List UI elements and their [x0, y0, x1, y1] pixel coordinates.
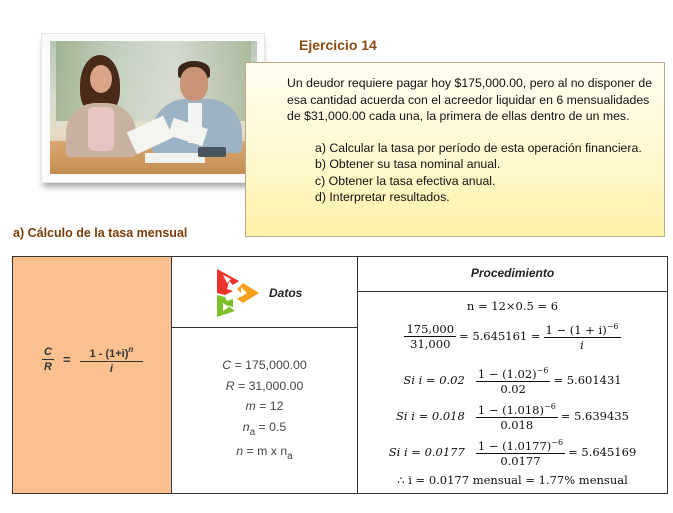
section-title: a) Cálculo de la tasa mensual: [13, 226, 188, 240]
trial-row: Si i = 0.018 $\frac{1 - (1.018)^{-6}}{0.018}$ = 5.639435: [396, 402, 629, 432]
datos-row: m = 12: [245, 399, 284, 413]
step-ratio: $\frac{175,000}{31,000}$ = 5.645161 = $\frac{1 - (1 + i)^{-6}}{i}$: [406, 321, 619, 352]
problem-statement: Un deudor requiere pagar hoy $175,000.00, pero al no disponer de esa cantidad acuerda con el acreedor liquidar en 6 mensualidades de $31,000.00 cada una, la primera de ellas dentro de un mes.: [287, 76, 653, 123]
datos-row: R = 31,000.00: [225, 378, 304, 393]
datos-column: [172, 257, 358, 493]
photo-frame: [41, 33, 265, 183]
datos-row: n = m x $n_a$: [236, 444, 293, 462]
datos-header: [172, 257, 357, 328]
datos-row: $n_a = 0.5$: [242, 419, 287, 438]
problem-box: [245, 62, 665, 237]
procedimiento-column: [358, 257, 667, 493]
task-item: d) Interpretar resultados.: [315, 190, 450, 204]
formula-cell: [13, 257, 172, 493]
annuity-formula: $\frac{C}{R}$ = $\frac{1 - (1+i)^n}{i}$: [39, 343, 146, 376]
procedimiento-header: Procedimiento: [358, 257, 667, 292]
datos-label: Datos: [269, 286, 303, 300]
task-item: c) Obtener la tasa efectiva anual.: [315, 173, 496, 188]
solution-table: [12, 256, 668, 494]
couple-photo: [50, 41, 257, 174]
task-item: b) Obtener su tasa nominal anual.: [315, 157, 501, 171]
trial-row: Si i = 0.0177 $\frac{1 - (1.0177)^{-6}}{0.0177}$ = 5.645169: [388, 438, 637, 468]
task-list: [287, 140, 652, 206]
conclusion: ∴ i = 0.0177 mensual = 1.77% mensual: [397, 473, 628, 487]
step-n: n = 12×0.5 = 6: [466, 299, 559, 313]
recycle-arrows-icon: [213, 267, 261, 319]
task-item: a) Calcular la tasa por período de esta operación financiera.: [315, 140, 642, 155]
datos-row: C = 175,000.00: [222, 358, 307, 372]
trial-row: Si i = 0.02 $\frac{1 - (1.02)^{-6}}{0.02}$ = 5.601431: [403, 366, 622, 396]
datos-values: [172, 355, 357, 462]
exercise-title: Ejercicio 14: [299, 37, 377, 53]
